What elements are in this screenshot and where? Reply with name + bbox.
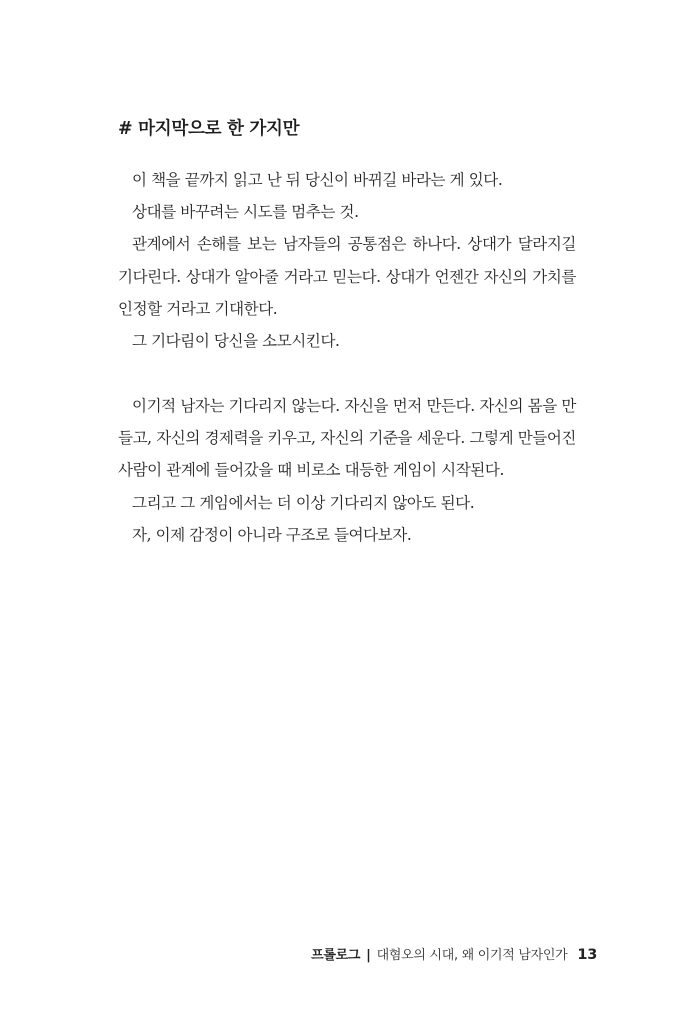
page-footer [311,944,597,967]
footer-chapter-label: 프롤로그 [311,948,361,963]
body-block-1 [118,164,576,357]
footer-book-title: 대혐오의 시대, 왜 이기적 남자인가 [376,948,568,963]
page-number: 13 [577,947,597,963]
body-block-2 [118,390,576,551]
paragraph: 상대를 바꾸려는 시도를 멈추는 것. [132,203,359,222]
paragraph: 자, 이제 감정이 아니라 구조로 들여다보자. [132,525,412,544]
footer-separator: | [366,948,371,963]
paragraph: 그리고 그 게임에서는 더 이상 기다리지 않아도 된다. [132,493,475,512]
paragraph: 이기적 남자는 기다리지 않는다. 자신을 먼저 만든다. 자신의 몸을 만들고, 자신의 경제력을 키우고, 자신의 기준을 세운다. 그렇게 만들어진 사람이 관계에 들어갔을 때 비로소 대등한 게임이 시작된다. [118,397,576,480]
section-title: # 마지막으로 한 가지만 [118,119,300,139]
paragraph: 관계에서 손해를 보는 남자들의 공통점은 하나다. 상대가 달라지길 기다린다. 상대가 알아줄 거라고 믿는다. 상대가 언젠간 자신의 가치를 인정할 거라고 기대한다. [118,235,576,318]
paragraph: 이 책을 끝까지 읽고 난 뒤 당신이 바뀌길 바라는 게 있다. [132,171,503,189]
paragraph: 그 기다림이 당신을 소모시킨다. [132,332,340,351]
